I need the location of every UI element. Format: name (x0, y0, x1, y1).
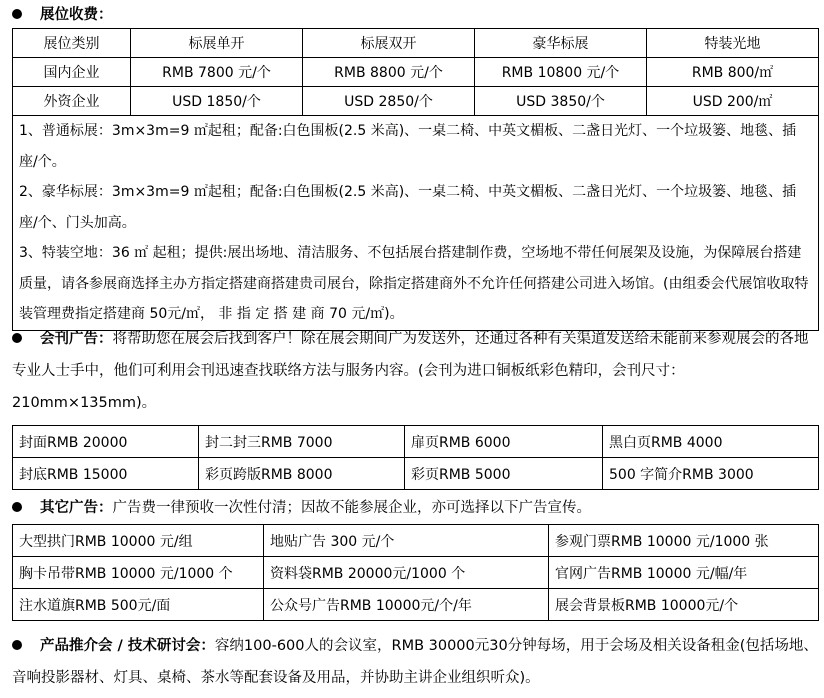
table-cell: 外资企业 (13, 87, 131, 116)
table-cell: USD 3850/个 (475, 87, 647, 116)
table-cell: 封面RMB 20000 (13, 426, 199, 458)
journal-text: 将帮助您在展会后找到客户！除在展会期间广为发送外，还通过各种有关渠道发送给未能前来参观展会的各地专业人士手中，他们可利用会刊迅速查找联络方法与服务内容。(会刊为进口铜板纸彩色精印，会刊尺寸：210mm×135mm)。 (12, 331, 809, 411)
table-cell: 扉页RMB 6000 (405, 426, 603, 458)
table-cell: 官网广告RMB 10000 元/幅/年 (549, 557, 819, 589)
table-row (13, 557, 819, 589)
seminar-text: 容纳100-600人的会议室，RMB 30000元30分钟每场，用于会场及相关设备租金(包括场地、音响投影器材、灯具、桌椅、茶水等配套设备及用品，并协助主讲企业组织听众)。 (12, 638, 818, 686)
table-cell: 公众号广告RMB 10000元/个/年 (264, 589, 549, 621)
table-cell: USD 2850/个 (303, 87, 475, 116)
bullet-icon (12, 640, 22, 650)
table-cell: 封二封三RMB 7000 (199, 426, 405, 458)
table-row (13, 589, 819, 621)
seminar-section (12, 630, 818, 694)
other-text: 广告费一律预收一次性付清；因故不能参展企业，亦可选择以下广告宣传。 (112, 500, 591, 516)
table-cell: 地贴广告 300 元/个 (264, 525, 549, 557)
other-title: 其它广告： (40, 500, 113, 516)
seminar-title: 产品推介会 / 技术研讨会： (40, 638, 215, 654)
booth-title: 展位收费： (40, 7, 113, 23)
booth-notes (13, 116, 819, 331)
table-row (13, 87, 819, 116)
table-row (13, 426, 819, 458)
table-cell: 注水道旗RMB 500元/面 (13, 589, 264, 621)
table-cell: RMB 7800 元/个 (131, 58, 303, 87)
header-cell: 展位类别 (13, 29, 131, 58)
header-cell: 标展单开 (131, 29, 303, 58)
other-heading (12, 496, 591, 520)
header-cell: 豪华标展 (475, 29, 647, 58)
table-cell: 彩页跨版RMB 8000 (199, 458, 405, 490)
table-row (13, 458, 819, 490)
table-row (13, 525, 819, 557)
notes-row (13, 116, 819, 331)
journal-title: 会刊广告： (40, 331, 113, 347)
bullet-icon (12, 502, 22, 512)
table-cell: 胸卡吊带RMB 10000 元/1000 个 (13, 557, 264, 589)
bullet-icon (12, 333, 22, 343)
note-1: 1、普通标展：3m×3m=9 ㎡起租；配备:白色围板(2.5 米高)、一桌二椅、中英文楣板、二盏日光灯、一个垃圾篓、地毯、插座/个。 (19, 123, 797, 170)
table-row (13, 58, 819, 87)
note-3: 3、特装空地：36 ㎡ 起租；提供:展出场地、清洁服务、不包括展台搭建制作费，空场地不带任何展架及设施，为保障展台搭建质量，请各参展商选择主办方指定搭建商搭建贵司展台，除指定搭建商外不允许任何搭建公司进入场馆。(由组委会代展馆收取特装管理费指定搭建商 50元/㎡， 非 指 定 搭 建 商 70 元/㎡)。 (19, 245, 809, 322)
table-header-row (13, 29, 819, 58)
bullet-icon (12, 9, 22, 19)
table-cell: USD 1850/个 (131, 87, 303, 116)
table-cell: 资料袋RMB 20000元/1000 个 (264, 557, 549, 589)
booth-heading (12, 3, 113, 27)
journal-section (12, 323, 818, 419)
table-cell: 彩页RMB 5000 (405, 458, 603, 490)
other-ad-table (12, 524, 819, 621)
booth-fee-table (12, 28, 819, 331)
table-cell: 参观门票RMB 10000 元/1000 张 (549, 525, 819, 557)
note-2: 2、豪华标展：3m×3m=9 ㎡起租；配备:白色围板(2.5 米高)、一桌二椅、中英文楣板、二盏日光灯、一个垃圾篓、地毯、插座/个、门头加高。 (19, 184, 797, 231)
table-cell: 大型拱门RMB 10000 元/组 (13, 525, 264, 557)
table-cell: 国内企业 (13, 58, 131, 87)
table-cell: RMB 10800 元/个 (475, 58, 647, 87)
table-cell: 黑白页RMB 4000 (603, 426, 819, 458)
journal-ad-table (12, 425, 819, 490)
table-cell: 展会背景板RMB 10000元/个 (549, 589, 819, 621)
header-cell: 特装光地 (647, 29, 819, 58)
header-cell: 标展双开 (303, 29, 475, 58)
table-cell: RMB 8800 元/个 (303, 58, 475, 87)
table-cell: 封底RMB 15000 (13, 458, 199, 490)
table-cell: RMB 800/㎡ (647, 58, 819, 87)
table-cell: 500 字简介RMB 3000 (603, 458, 819, 490)
table-cell: USD 200/㎡ (647, 87, 819, 116)
